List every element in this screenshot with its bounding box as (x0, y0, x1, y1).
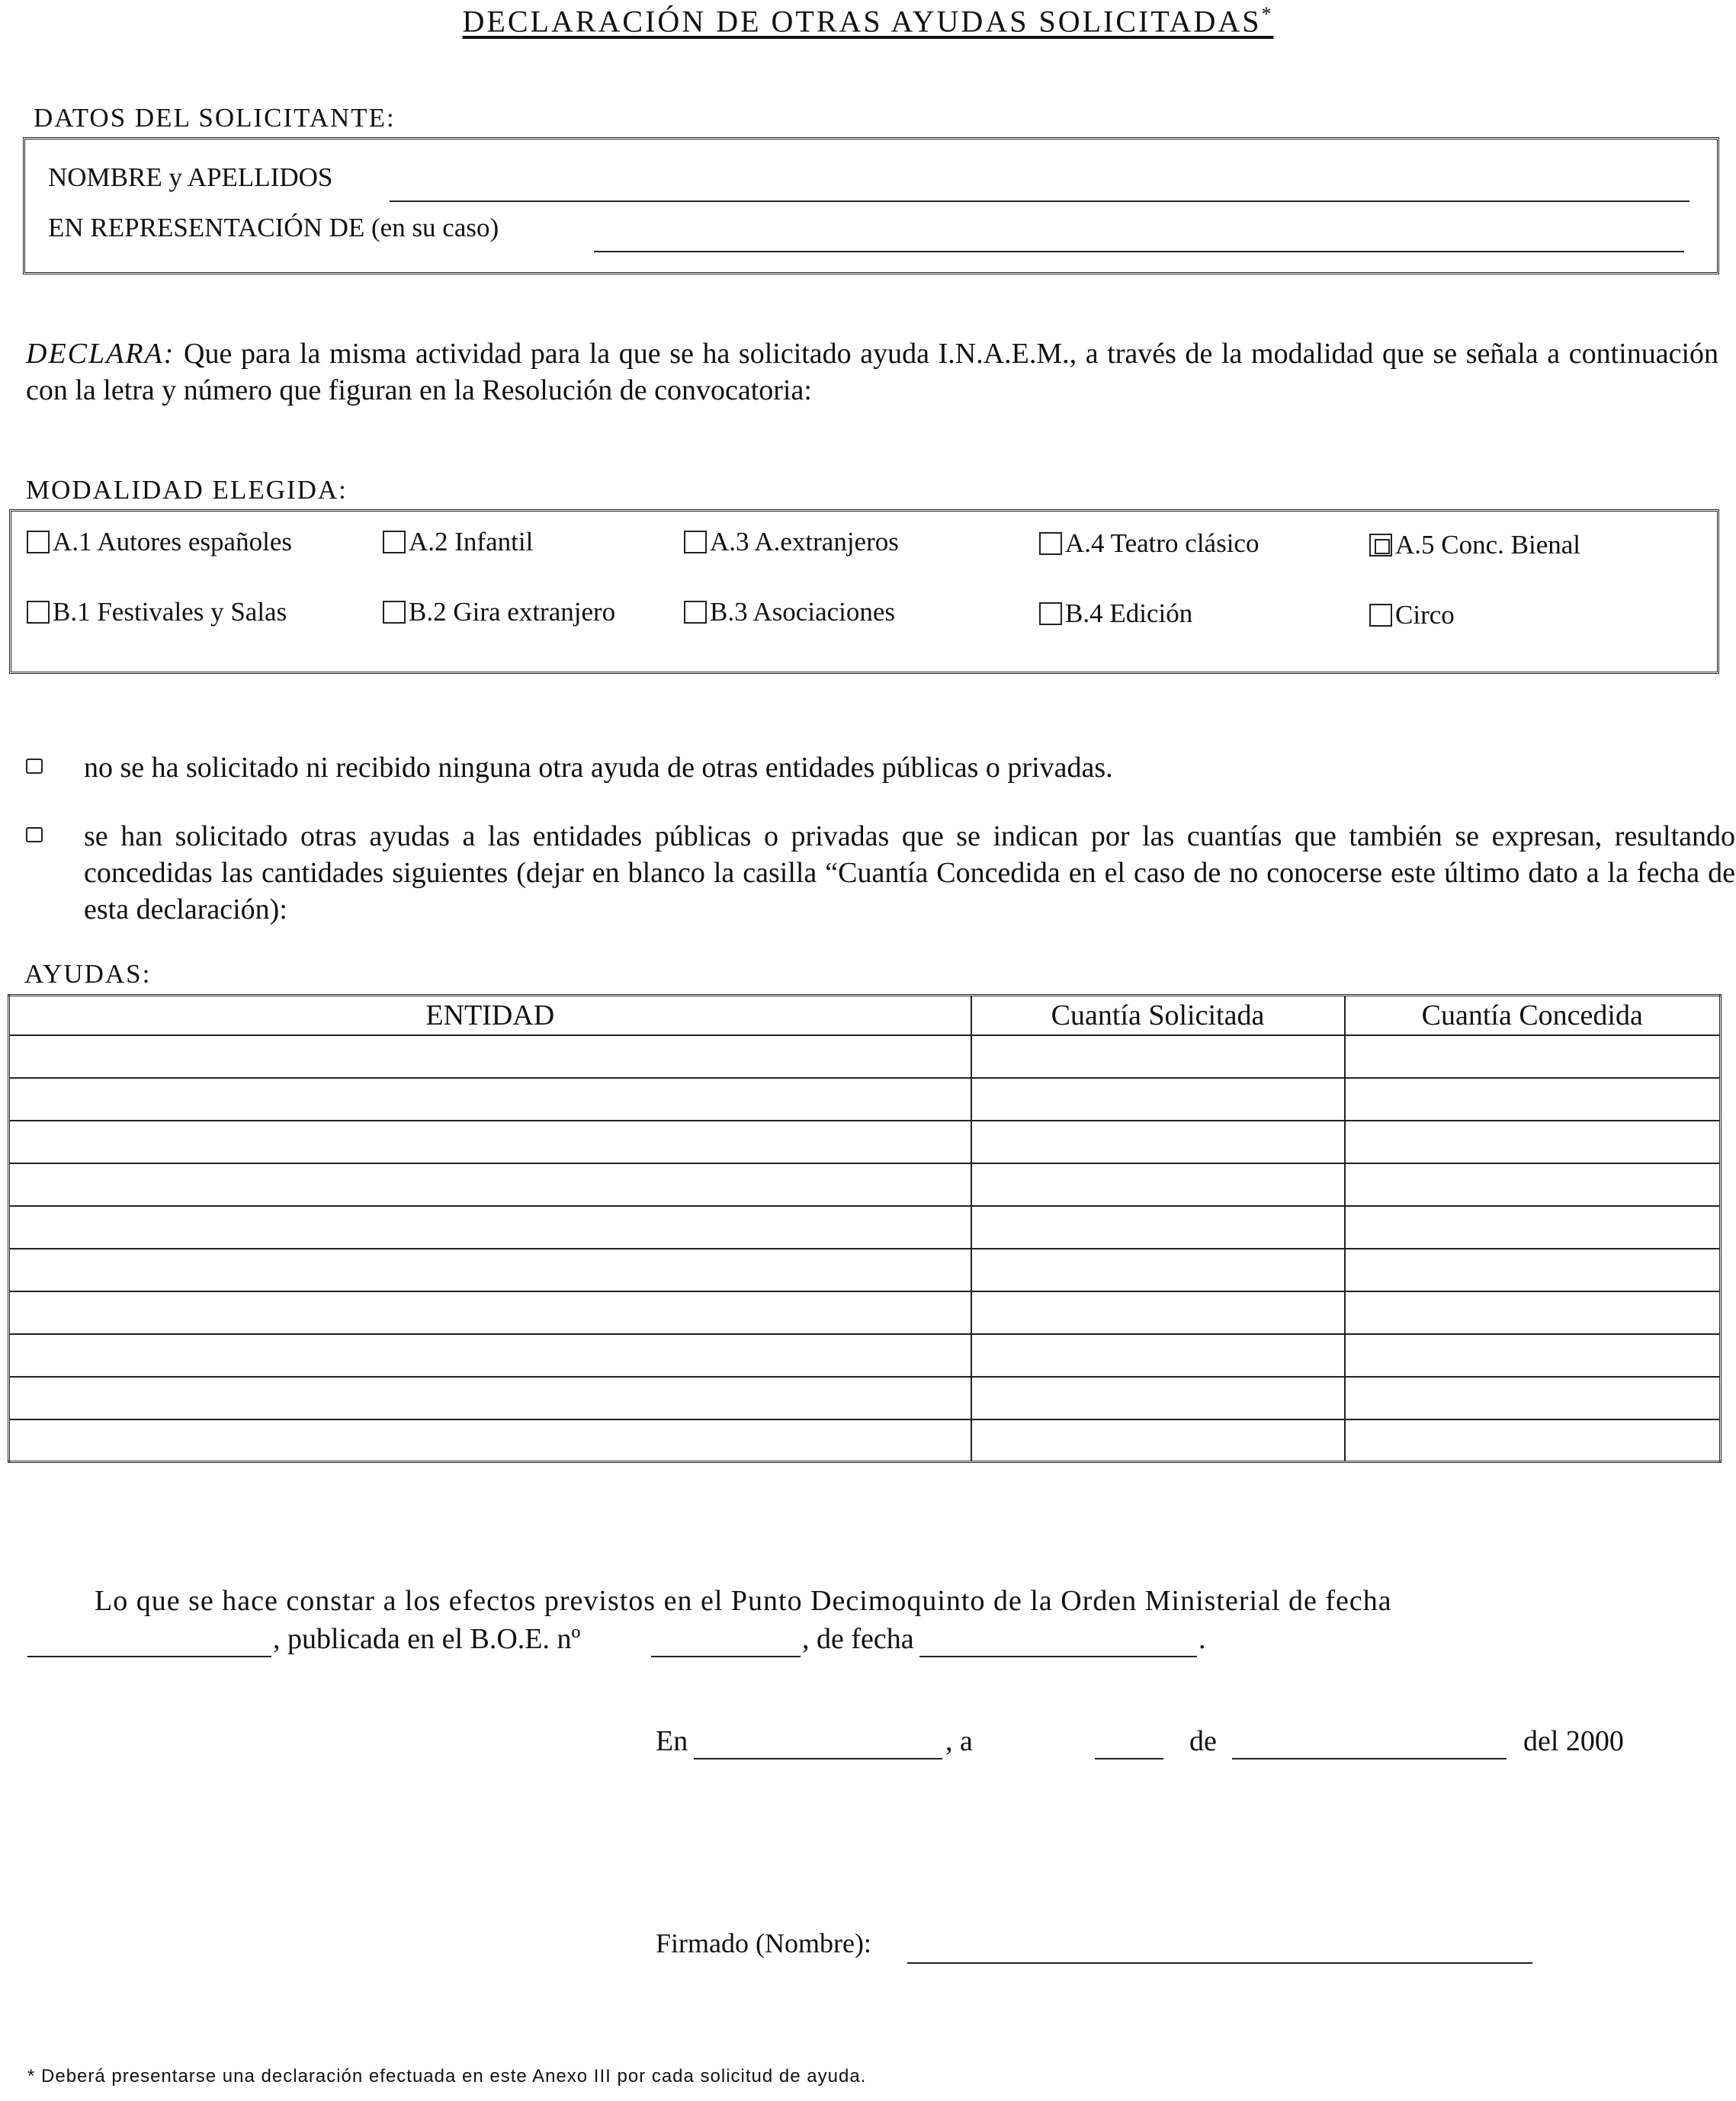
representation-input-line[interactable] (594, 251, 1684, 252)
cuantia-concedida-cell[interactable] (1345, 1206, 1721, 1249)
ayudas-heading: AYUDAS: (24, 959, 152, 989)
modality-option-b4[interactable]: B.4 Edición (1039, 598, 1192, 629)
declaration-lead: DECLARA: (26, 338, 175, 370)
cuantia-solicitada-cell[interactable] (971, 1334, 1345, 1377)
cuantia-solicitada-cell[interactable] (971, 1377, 1345, 1419)
boe-date-input-line[interactable] (919, 1656, 1197, 1657)
cuantia-solicitada-cell[interactable] (971, 1078, 1345, 1121)
cuantia-concedida-cell[interactable] (1345, 1377, 1721, 1419)
cuantia-solicitada-cell[interactable] (971, 1206, 1345, 1249)
footnote: * Deberá presentarse una declaración efectuada en este Anexo III por cada solicitud de ayuda. (27, 2066, 867, 2087)
entidad-cell[interactable] (9, 1121, 971, 1163)
column-header-entidad: ENTIDAD (9, 996, 971, 1035)
closing-line-2: , publicada en el B.O.E. nº , de fecha . (27, 1622, 1720, 1659)
table-row (9, 1121, 1721, 1163)
statement-none-checkbox-icon[interactable] (26, 759, 43, 774)
place-date-line: En , a de del 2000 (656, 1724, 1723, 1763)
name-label: NOMBRE y APELLIDOS (48, 162, 333, 192)
modality-option-b2[interactable]: B.2 Gira extranjero (383, 597, 615, 627)
table-header-row (9, 996, 1721, 1035)
table-row (9, 1377, 1721, 1419)
modality-option-a4[interactable]: A.4 Teatro clásico (1039, 528, 1259, 559)
modality-option-a3[interactable]: A.3 A.extranjeros (684, 527, 899, 557)
checkbox-icon[interactable] (1039, 602, 1062, 625)
entidad-cell[interactable] (9, 1035, 971, 1078)
modality-option-a2[interactable]: A.2 Infantil (383, 527, 533, 557)
cuantia-solicitada-cell[interactable] (971, 1035, 1345, 1078)
cuantia-solicitada-cell[interactable] (971, 1121, 1345, 1163)
declaration-paragraph (26, 335, 1718, 409)
table-row (9, 1206, 1721, 1249)
declaration-text: Que para la misma actividad para la que se ha solicitado ayuda I.N.A.E.M., a través de la modalidad que se señala a continuación con la letra y número que figuran en la Resolución de convocatoria: (26, 338, 1719, 406)
ayudas-table (8, 994, 1722, 1463)
modality-option-b3[interactable]: B.3 Asociaciones (684, 597, 895, 627)
table-row (9, 1419, 1721, 1462)
cuantia-solicitada-cell[interactable] (971, 1419, 1345, 1462)
cuantia-solicitada-cell[interactable] (971, 1291, 1345, 1334)
checkbox-icon[interactable] (383, 531, 406, 553)
place-input-line[interactable] (694, 1758, 942, 1759)
order-date-input-line[interactable] (27, 1656, 271, 1657)
table-row (9, 1035, 1721, 1078)
modality-option-a5[interactable]: A.5 Conc. Bienal (1369, 530, 1580, 560)
page-title: DECLARACIÓN DE OTRAS AYUDAS SOLICITADAS* (462, 3, 1274, 39)
closing-line-1: Lo que se hace constar a los efectos previstos en el Punto Decimoquinto de la Orden Ministerial de fecha (95, 1585, 1392, 1617)
table-row (9, 1249, 1721, 1291)
modality-option-circo[interactable]: Circo (1369, 600, 1455, 630)
table-row (9, 1334, 1721, 1377)
cuantia-concedida-cell[interactable] (1345, 1121, 1721, 1163)
cuantia-solicitada-cell[interactable] (971, 1163, 1345, 1206)
cuantia-concedida-cell[interactable] (1345, 1249, 1721, 1291)
entidad-cell[interactable] (9, 1334, 971, 1377)
modality-box (9, 509, 1719, 674)
cuantia-concedida-cell[interactable] (1345, 1078, 1721, 1121)
modality-heading: MODALIDAD ELEGIDA: (26, 475, 348, 505)
signature-line: Firmado (Nombre): (656, 1927, 1616, 1965)
cuantia-concedida-cell[interactable] (1345, 1419, 1721, 1462)
signature-input-line[interactable] (907, 1962, 1532, 1964)
entidad-cell[interactable] (9, 1078, 971, 1121)
entidad-cell[interactable] (9, 1419, 971, 1462)
boe-number-input-line[interactable] (651, 1656, 801, 1657)
applicant-heading: DATOS DEL SOLICITANTE: (34, 103, 396, 133)
representation-label: EN REPRESENTACIÓN DE (en su caso) (48, 213, 499, 242)
cuantia-concedida-cell[interactable] (1345, 1035, 1721, 1078)
entidad-cell[interactable] (9, 1249, 971, 1291)
statement-other-checkbox-icon[interactable] (26, 827, 43, 842)
month-input-line[interactable] (1232, 1758, 1507, 1759)
modality-option-a1[interactable]: A.1 Autores españoles (27, 527, 292, 557)
checkbox-checked-icon[interactable] (1369, 534, 1392, 557)
table-row (9, 1163, 1721, 1206)
applicant-box (23, 137, 1719, 274)
title-asterisk: * (1261, 3, 1274, 25)
column-header-cuantia-concedida: Cuantía Concedida (1345, 996, 1721, 1035)
checkbox-icon[interactable] (27, 601, 50, 624)
cuantia-concedida-cell[interactable] (1345, 1291, 1721, 1334)
checkbox-icon[interactable] (383, 601, 406, 624)
checkbox-icon[interactable] (684, 601, 707, 624)
checkbox-icon[interactable] (27, 531, 50, 553)
entidad-cell[interactable] (9, 1163, 971, 1206)
cuantia-solicitada-cell[interactable] (971, 1249, 1345, 1291)
cuantia-concedida-cell[interactable] (1345, 1334, 1721, 1377)
table-row (9, 1078, 1721, 1121)
cuantia-concedida-cell[interactable] (1345, 1163, 1721, 1206)
day-input-line[interactable] (1095, 1758, 1163, 1759)
name-input-line[interactable] (390, 200, 1689, 202)
modality-option-b1[interactable]: B.1 Festivales y Salas (27, 597, 287, 627)
checkbox-icon[interactable] (1039, 532, 1062, 555)
entidad-cell[interactable] (9, 1291, 971, 1334)
entidad-cell[interactable] (9, 1206, 971, 1249)
table-row (9, 1291, 1721, 1334)
entidad-cell[interactable] (9, 1377, 971, 1419)
checkbox-icon[interactable] (684, 531, 707, 553)
checkbox-icon[interactable] (1369, 604, 1392, 627)
column-header-cuantia-solicitada: Cuantía Solicitada (971, 996, 1345, 1035)
